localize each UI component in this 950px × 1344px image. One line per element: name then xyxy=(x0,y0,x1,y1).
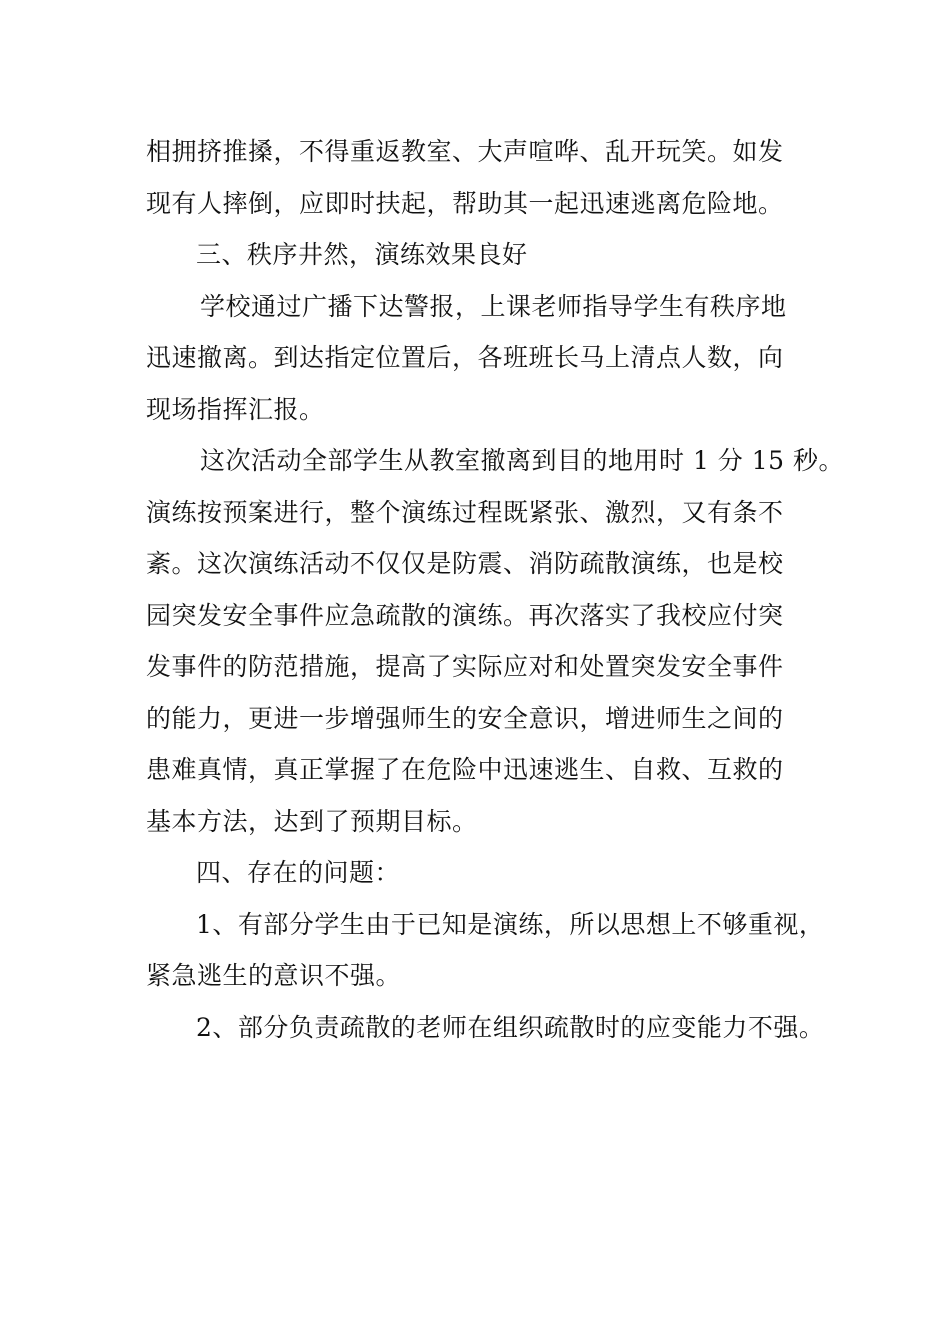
issue-item-1: 1、有部分学生由于已知是演练，所以思想上不够重视， xyxy=(196,909,825,939)
issue-item-2: 2、部分负责疏散的老师在组织疏散时的应变能力不强。 xyxy=(196,1012,825,1042)
body-line-1: 相拥挤推搡，不得重返教室、大声喧哗、乱开玩笑。如发 xyxy=(146,137,784,166)
body-line-4: 学校通过广播下达警报，上课老师指导学生有秩序地 xyxy=(200,291,787,321)
body-line-12: 的能力，更进一步增强师生的安全意识，增进师生之间的 xyxy=(146,703,784,733)
body-line-13: 患难真情，真正掌握了在危险中迅速逃生、自救、互救的 xyxy=(146,755,784,784)
section-heading-4: 四、存在的问题： xyxy=(196,858,401,887)
body-line-8: 演练按预案进行，整个演练过程既紧张、激烈，又有条不 xyxy=(146,497,784,527)
body-line-9: 紊。这次演练活动不仅仅是防震、消防疏散演练，也是校 xyxy=(146,549,784,578)
body-line-7: 这次活动全部学生从教室撤离到目的地用时 1 分 15 秒。 xyxy=(200,446,845,475)
body-line-14: 基本方法，达到了预期目标。 xyxy=(146,806,478,836)
section-heading-3: 三、秩序井然，演练效果良好 xyxy=(196,240,528,269)
body-line-6: 现场指挥汇报。 xyxy=(146,394,325,424)
issue-item-1-cont: 紧急逃生的意识不强。 xyxy=(146,961,402,990)
body-line-10: 园突发安全事件应急疏散的演练。再次落实了我校应付突 xyxy=(146,600,784,630)
body-line-5: 迅速撤离。到达指定位置后，各班班长马上清点人数，向 xyxy=(146,343,784,372)
document-body xyxy=(146,126,845,1053)
body-line-2: 现有人摔倒，应即时扶起，帮助其一起迅速逃离危险地。 xyxy=(146,188,784,218)
body-line-11: 发事件的防范措施，提高了实际应对和处置突发安全事件 xyxy=(146,652,784,681)
